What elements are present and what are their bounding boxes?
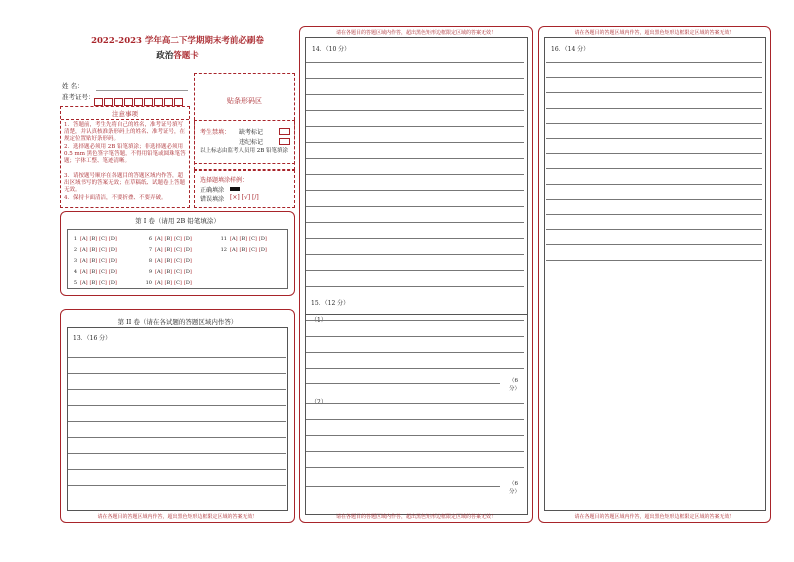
mcq-option-bubble[interactable]: [D] bbox=[183, 247, 192, 253]
mcq-option-letter: A bbox=[81, 247, 86, 253]
q16-answer-line bbox=[546, 229, 762, 230]
mcq-option-bubble[interactable]: [B] bbox=[164, 269, 173, 275]
mcq-option-letter: B bbox=[166, 247, 171, 253]
column3-box bbox=[538, 26, 771, 523]
q15-part2-label: （2） bbox=[311, 399, 327, 406]
mcq-option-letter: A bbox=[81, 258, 86, 264]
q16-answer-line bbox=[546, 77, 762, 78]
mcq-option-letter: B bbox=[91, 258, 96, 264]
q14-answer-line bbox=[306, 126, 524, 127]
mcq-option-letter: A bbox=[231, 247, 236, 253]
mcq-option-letter: D bbox=[110, 236, 115, 242]
violation-checkbox[interactable] bbox=[279, 138, 290, 145]
mcq-option-bubble[interactable]: [C] bbox=[99, 236, 107, 242]
mcq-question-number: 7 bbox=[148, 247, 152, 253]
q14-answer-line bbox=[306, 270, 524, 271]
q13-answer-line bbox=[68, 405, 286, 406]
mcq-option-bubble[interactable]: [C] bbox=[99, 280, 107, 286]
mcq-option-letter: D bbox=[110, 280, 115, 286]
mcq-option-letter: D bbox=[110, 269, 115, 275]
q13-answer-line bbox=[68, 373, 286, 374]
absent-label: 缺考标记 bbox=[239, 129, 264, 136]
mcq-option-letter: B bbox=[91, 269, 96, 275]
mcq-option-letter: A bbox=[81, 280, 86, 286]
mcq-option-bubble[interactable]: [C] bbox=[174, 247, 182, 253]
mcq-option-letter: C bbox=[251, 247, 255, 253]
mcq-option-letter: D bbox=[185, 247, 190, 253]
q15-answer-line bbox=[306, 368, 524, 369]
mcq-option-bubble[interactable]: [A] bbox=[230, 247, 238, 253]
mcq-option-bubble[interactable]: [D] bbox=[108, 269, 117, 275]
mcq-option-letter: D bbox=[185, 280, 190, 286]
mcq-option-letter: B bbox=[241, 236, 246, 242]
mcq-option-letter: C bbox=[101, 236, 105, 242]
id-cell[interactable] bbox=[104, 98, 113, 106]
mcq-option-bubble[interactable]: [D] bbox=[183, 236, 192, 242]
exam-title: 2022-2023 学年高二下学期期末考前必刷卷 bbox=[91, 36, 264, 46]
mcq-question bbox=[144, 247, 194, 253]
mcq-question-number: 2 bbox=[73, 247, 77, 253]
mcq-option-bubble[interactable]: [C] bbox=[174, 269, 182, 275]
mcq-option-bubble[interactable]: [C] bbox=[249, 236, 257, 242]
mcq-option-bubble[interactable]: [A] bbox=[155, 269, 163, 275]
q13-answer-line bbox=[68, 357, 286, 358]
q16-answer-line bbox=[546, 108, 762, 109]
mcq-option-letter: B bbox=[91, 236, 96, 242]
mcq-option-letter: D bbox=[185, 236, 190, 242]
mcq-option-bubble[interactable]: [C] bbox=[99, 258, 107, 264]
q14-answer-line bbox=[306, 78, 524, 79]
q15-part1-label: （1） bbox=[311, 317, 327, 324]
q15-answer-line bbox=[306, 419, 524, 420]
q14-answer-line bbox=[306, 158, 524, 159]
mcq-option-letter: C bbox=[251, 236, 255, 242]
mcq-question-number: 5 bbox=[73, 280, 77, 286]
mcq-question bbox=[69, 269, 119, 275]
mcq-question bbox=[69, 247, 119, 253]
mcq-option-letter: D bbox=[110, 258, 115, 264]
mcq-option-letter: B bbox=[91, 247, 96, 253]
q14-answer-line bbox=[306, 254, 524, 255]
mcq-question bbox=[144, 269, 194, 275]
mcq-option-bubble[interactable]: [C] bbox=[99, 247, 107, 253]
q14-answer-line bbox=[306, 190, 524, 191]
mcq-option-letter: B bbox=[166, 280, 171, 286]
mcq-option-letter: A bbox=[156, 258, 161, 264]
mcq-option-bubble[interactable]: [D] bbox=[183, 258, 192, 264]
section2-title: 第 II 卷（请在各试题的答题区域内作答） bbox=[117, 318, 238, 326]
mcq-question bbox=[69, 280, 119, 286]
wrong-fill-label: 错误填涂 bbox=[200, 196, 225, 203]
mcq-option-letter: B bbox=[166, 236, 171, 242]
q14-answer-line bbox=[306, 286, 524, 287]
mcq-option-bubble[interactable]: [D] bbox=[108, 236, 117, 242]
q14-answer-line bbox=[306, 62, 524, 63]
q14-answer-line bbox=[306, 94, 524, 95]
mcq-option-letter: D bbox=[260, 236, 265, 242]
id-label: 准考证号： bbox=[62, 93, 95, 101]
correct-fill-label: 正确填涂 bbox=[200, 187, 225, 194]
q16-answer-line bbox=[546, 92, 762, 93]
q16-answer-line bbox=[546, 123, 762, 124]
section1-title: 第 I 卷（请用 2B 铅笔填涂） bbox=[135, 217, 220, 225]
q16-answer-line bbox=[546, 184, 762, 185]
mcq-option-bubble[interactable]: [A] bbox=[155, 236, 163, 242]
mcq-option-bubble[interactable]: [C] bbox=[99, 269, 107, 275]
id-cell[interactable] bbox=[134, 98, 143, 106]
absent-checkbox[interactable] bbox=[279, 128, 290, 135]
mcq-question bbox=[69, 236, 119, 242]
notice-item: 1．答题前，考生先将自己的姓名，准考证号填写清楚，并认真核准条形码上的姓名、准考证号，在规定位置贴好条形码。 bbox=[64, 122, 186, 142]
notice-item: 4．保持卡面清洁，不要折叠、不要弄破。 bbox=[64, 195, 167, 201]
mcq-option-bubble[interactable]: [B] bbox=[164, 247, 173, 253]
notice-item: 3．请按题号顺序在各题目的答题区域内作答，超出区域书写的答案无效；在草稿纸、试题卷上答题无效。 bbox=[64, 173, 186, 193]
mcq-option-letter: A bbox=[156, 269, 161, 275]
q16-answer-line bbox=[546, 199, 762, 200]
answer-area-warning: 请在各题目的答题区域内作答，超出黑色矩形边框限定区域的答案无效！ bbox=[574, 30, 735, 36]
q15-answer-line bbox=[306, 403, 524, 404]
section2-box bbox=[60, 309, 295, 523]
mcq-option-letter: B bbox=[166, 269, 171, 275]
mcq-option-bubble[interactable]: [C] bbox=[249, 247, 257, 253]
id-cell[interactable] bbox=[144, 98, 153, 106]
mcq-option-letter: A bbox=[156, 236, 161, 242]
id-cell[interactable] bbox=[94, 98, 103, 106]
subject-name: 政治 bbox=[156, 51, 174, 61]
mcq-option-letter: B bbox=[91, 280, 96, 286]
q16-answer-line bbox=[546, 168, 762, 169]
mcq-option-bubble[interactable]: [C] bbox=[174, 236, 182, 242]
mcq-question-number: 9 bbox=[148, 269, 152, 275]
q13-label: 13．（16 分） bbox=[73, 335, 112, 342]
mcq-question bbox=[219, 247, 269, 253]
id-cell[interactable] bbox=[164, 98, 173, 106]
mcq-question-number: 8 bbox=[148, 258, 152, 264]
mcq-option-letter: A bbox=[81, 236, 86, 242]
q15-answer-line bbox=[306, 451, 524, 452]
mcq-option-bubble[interactable]: [A] bbox=[80, 247, 88, 253]
mcq-option-bubble[interactable]: [D] bbox=[183, 280, 192, 286]
mcq-option-letter: A bbox=[81, 269, 86, 275]
mcq-option-bubble[interactable]: [D] bbox=[183, 269, 192, 275]
q16-answer-line bbox=[546, 62, 762, 63]
mcq-option-letter: A bbox=[156, 280, 161, 286]
mcq-question-number: 11 bbox=[220, 236, 227, 242]
column2-box bbox=[299, 26, 533, 523]
answer-card-label: 答题卡 bbox=[173, 51, 199, 61]
mcq-question bbox=[144, 280, 194, 286]
q13-answer-line bbox=[68, 469, 286, 470]
mcq-option-bubble[interactable]: [B] bbox=[89, 280, 98, 286]
wrong-fill-sample: [×] [√] [/] bbox=[230, 194, 259, 201]
mcq-option-bubble[interactable]: [B] bbox=[164, 258, 173, 264]
mcq-option-bubble[interactable]: [B] bbox=[239, 236, 248, 242]
mcq-option-bubble[interactable]: [B] bbox=[164, 280, 173, 286]
id-cell[interactable] bbox=[174, 98, 183, 106]
mcq-option-letter: C bbox=[176, 280, 180, 286]
mcq-option-bubble[interactable]: [B] bbox=[89, 247, 98, 253]
q15-answer-line bbox=[306, 467, 524, 468]
mcq-question bbox=[219, 236, 269, 242]
q14-label: 14．（10 分） bbox=[312, 46, 351, 53]
q14-answer-line bbox=[306, 222, 524, 223]
mcq-option-bubble[interactable]: [D] bbox=[258, 236, 267, 242]
mcq-option-letter: D bbox=[110, 247, 115, 253]
answer-area-warning: 请在各题目的答题区域内作答，超出黑色矩形边框限定区域的答案无效！ bbox=[97, 514, 258, 520]
notice-title: 注意事项 bbox=[112, 110, 138, 118]
mcq-option-bubble[interactable]: [A] bbox=[80, 258, 88, 264]
mcq-option-letter: C bbox=[176, 269, 180, 275]
correct-fill-sample bbox=[230, 187, 240, 191]
mcq-option-letter: C bbox=[101, 247, 105, 253]
mcq-option-bubble[interactable]: [A] bbox=[155, 280, 163, 286]
q13-answer-line bbox=[68, 453, 286, 454]
mcq-option-bubble[interactable]: [A] bbox=[80, 269, 88, 275]
mcq-option-bubble[interactable]: [D] bbox=[108, 247, 117, 253]
notice-box bbox=[60, 106, 190, 208]
q15-answer-area[interactable] bbox=[305, 294, 528, 515]
violation-label: 违纪标记 bbox=[239, 139, 264, 146]
q14-answer-line bbox=[306, 206, 524, 207]
answer-area-warning: 请在各题目的答题区域内作答，超出黑色矩形边框限定区域的答案无效！ bbox=[335, 30, 496, 36]
answer-area-warning: 请在各题目的答题区域内作答，超出黑色矩形边框限定区域的答案无效！ bbox=[335, 514, 496, 520]
q16-answer-line bbox=[546, 153, 762, 154]
mcq-option-letter: D bbox=[185, 269, 190, 275]
mcq-option-bubble[interactable]: [A] bbox=[80, 236, 88, 242]
mcq-option-letter: A bbox=[156, 247, 161, 253]
mcq-option-bubble[interactable]: [A] bbox=[155, 258, 163, 264]
q15-label: 15．（12 分） bbox=[311, 300, 350, 307]
q15-part2-score: （6 分） bbox=[509, 481, 521, 495]
q14-answer-line bbox=[306, 142, 524, 143]
name-label: 姓 名： bbox=[62, 82, 84, 90]
q14-answer-line bbox=[306, 174, 524, 175]
mcq-option-letter: A bbox=[231, 236, 236, 242]
barcode-label: 贴条形码区 bbox=[227, 97, 262, 105]
mcq-question bbox=[144, 236, 194, 242]
mcq-question-number: 4 bbox=[73, 269, 77, 275]
mcq-option-letter: B bbox=[241, 247, 246, 253]
exam-status-label: 考生禁填： bbox=[200, 129, 231, 136]
mcq-question bbox=[69, 258, 119, 264]
q15-answer-line bbox=[306, 352, 524, 353]
subject-title bbox=[60, 49, 295, 61]
mcq-option-bubble[interactable]: [A] bbox=[230, 236, 238, 242]
q16-answer-line bbox=[546, 244, 762, 245]
id-cell[interactable] bbox=[124, 98, 133, 106]
exam-status-note: 以上标志由监考人员用 2B 铅笔填涂 bbox=[200, 148, 289, 154]
mcq-option-bubble[interactable]: [B] bbox=[239, 247, 248, 253]
mcq-question-number: 12 bbox=[220, 247, 227, 253]
mcq-option-letter: C bbox=[101, 269, 105, 275]
q13-answer-line bbox=[68, 421, 286, 422]
q15-part1-score: （6 分） bbox=[509, 378, 521, 392]
q16-answer-line bbox=[546, 214, 762, 215]
mcq-option-letter: C bbox=[176, 236, 180, 242]
q15-answer-line bbox=[306, 336, 524, 337]
id-cell[interactable] bbox=[114, 98, 123, 106]
mcq-option-bubble[interactable]: [A] bbox=[80, 280, 88, 286]
q16-label: 16．（14 分） bbox=[551, 46, 590, 53]
q14-answer-line bbox=[306, 110, 524, 111]
mcq-option-letter: D bbox=[260, 247, 265, 253]
q14-answer-line bbox=[306, 238, 524, 239]
mcq-question-number: 1 bbox=[73, 236, 77, 242]
mcq-option-letter: C bbox=[176, 258, 180, 264]
q13-answer-line bbox=[68, 485, 286, 486]
mcq-option-letter: C bbox=[101, 258, 105, 264]
fill-sample-box bbox=[194, 170, 295, 208]
mcq-option-bubble[interactable]: [D] bbox=[108, 258, 117, 264]
mcq-question-number: 6 bbox=[148, 236, 152, 242]
mcq-option-letter: B bbox=[166, 258, 171, 264]
mcq-option-bubble[interactable]: [D] bbox=[258, 247, 267, 253]
q16-answer-line bbox=[546, 138, 762, 139]
mcq-question bbox=[144, 258, 194, 264]
fill-sample-title: 选择题填涂样例： bbox=[200, 177, 249, 184]
mcq-option-bubble[interactable]: [B] bbox=[89, 258, 98, 264]
mcq-option-bubble[interactable]: [C] bbox=[174, 258, 182, 264]
mcq-option-bubble[interactable]: [B] bbox=[164, 236, 173, 242]
id-cell[interactable] bbox=[154, 98, 163, 106]
answer-area-warning: 请在各题目的答题区域内作答，超出黑色矩形边框限定区域的答案无效！ bbox=[574, 514, 735, 520]
q13-answer-area[interactable] bbox=[67, 327, 288, 511]
mcq-option-bubble[interactable]: [A] bbox=[155, 247, 163, 253]
q16-answer-line bbox=[546, 260, 762, 261]
notice-item: 2．选择题必须用 2B 铅笔填涂；非选择题必须用 0.5 mm 黑色签字笔答题，不得用铅笔或圆珠笔答题；字体工整、笔迹清晰。 bbox=[64, 144, 186, 164]
q13-answer-line bbox=[68, 437, 286, 438]
exam-status-box bbox=[194, 120, 295, 170]
q13-answer-line bbox=[68, 389, 286, 390]
q15-answer-line bbox=[306, 320, 524, 321]
mcq-option-bubble[interactable]: [C] bbox=[174, 280, 182, 286]
mcq-option-bubble[interactable]: [B] bbox=[89, 236, 98, 242]
mcq-option-letter: C bbox=[176, 247, 180, 253]
mcq-question-number: 3 bbox=[73, 258, 77, 264]
q15-answer-line bbox=[306, 435, 524, 436]
mcq-option-bubble[interactable]: [B] bbox=[89, 269, 98, 275]
q15-answer-line bbox=[306, 486, 500, 487]
mcq-question-number: 10 bbox=[145, 280, 152, 286]
mcq-option-letter: C bbox=[101, 280, 105, 286]
mcq-option-letter: D bbox=[185, 258, 190, 264]
mcq-option-bubble[interactable]: [D] bbox=[108, 280, 117, 286]
q15-answer-line bbox=[306, 383, 500, 384]
